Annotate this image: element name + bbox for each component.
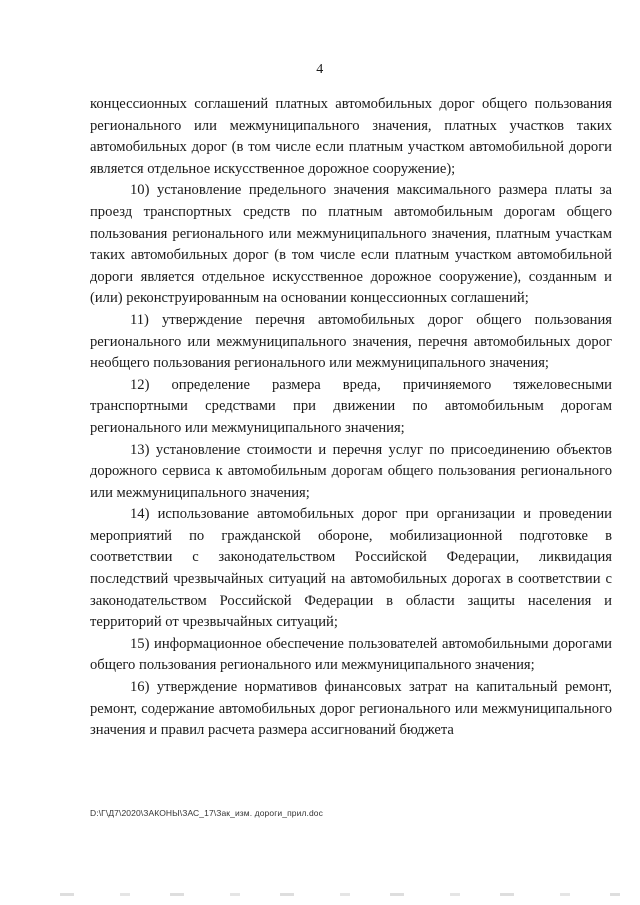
document-body: [90, 94, 612, 742]
paragraph-continuation: концессионных соглашений платных автомобильных дорог общего пользования регионального или межмуниципального значения, платных участков таких автомобильных дорог (в том числе если платным участком автомобильной дороги является отдельное искусственное дорожное сооружение);: [90, 96, 612, 177]
paragraph-item-14: 14) использование автомобильных дорог при организации и проведении мероприятий по гражданской обороне, мобилизационной подготовке в соответствии с законодательством Российской Федерации, ликвидация последствий чрезвычайных ситуаций на автомобильных дорогах в соответствии с законодательством Российской Федерации в области защиты населения и территорий от чрезвычайных ситуаций;: [90, 506, 612, 631]
scan-artifact-line: [60, 893, 620, 896]
paragraph-item-15: 15) информационное обеспечение пользователей автомобильными дорогами общего пользования регионального или межмуниципального значения;: [90, 635, 612, 674]
page-number: 4: [316, 62, 324, 77]
paragraph-item-12: 12) определение размера вреда, причиняемого тяжеловесными транспортными средствами при движении по автомобильным дорогам регионального или межмуниципального значения;: [90, 376, 612, 436]
paragraph-item-16: 16) утверждение нормативов финансовых затрат на капитальный ремонт, ремонт, содержание автомобильных дорог регионального или межмуниципального значения и правил расчета размера ассигнований бюджета: [90, 679, 612, 739]
footer-file-path: D:\Г\Д7\2020\ЗАКОНЫ\ЗАС_17\Зак_изм. дороги_прил.doc: [90, 808, 323, 818]
paragraph-item-11: 11) утверждение перечня автомобильных дорог общего пользования регионального или межмуниципального значения, перечня автомобильных дорог необщего пользования регионального или межмуниципального значения;: [90, 311, 612, 372]
paragraph-item-13: 13) установление стоимости и перечня услуг по присоединению объектов дорожного сервиса к автомобильным дорогам общего пользования регионального или межмуниципального значения;: [90, 441, 612, 501]
paragraph-item-10: 10) установление предельного значения максимального размера платы за проезд транспортных средств по платным автомобильным дорогам общего пользования регионального или межмуниципального значения, платным участкам таких автомобильных дорог (в том числе если платным участком автомобильной дороги является отдельное искусственное дорожное сооружение), созданным и (или) реконструированным на основании концессионных соглашений;: [90, 182, 612, 307]
